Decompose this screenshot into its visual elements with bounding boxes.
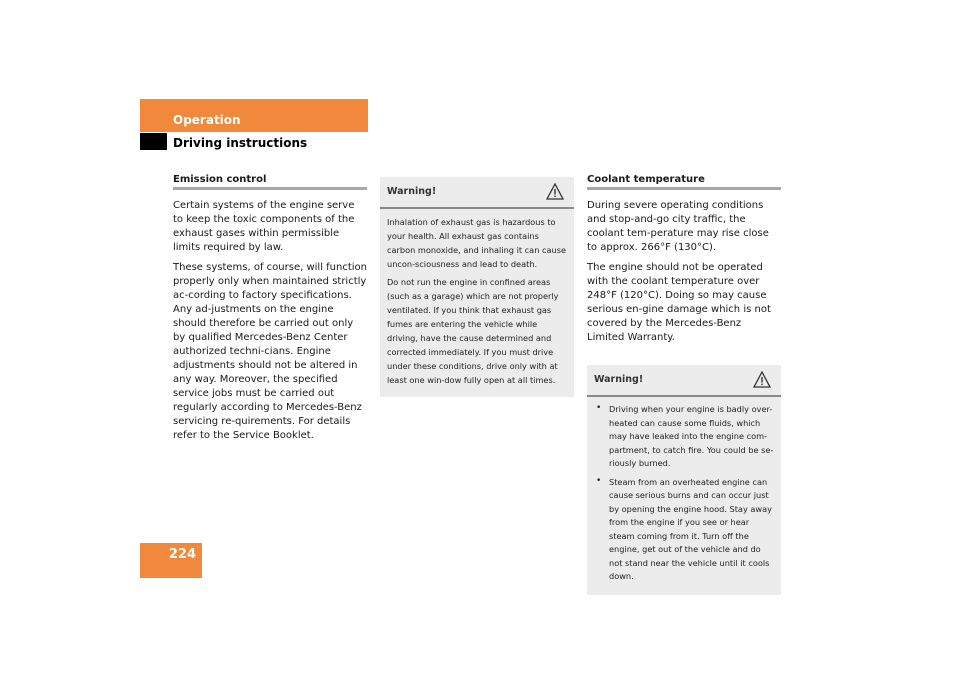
warning-body	[587, 397, 781, 595]
list-item-text: Steam from an overheated engine can cause serious burns and can occur just by opening the engine hood. Stay away from the engine if you see or hear steam coming from it. Turn off the engine, get out of the vehicle and do not stand near the vehicle until it cools down.	[609, 476, 772, 581]
list-item	[594, 476, 774, 584]
emission-control-heading: Emission control	[173, 174, 367, 190]
coolant-heading: Coolant temperature	[587, 174, 781, 190]
coolant-paragraph-1: During severe operating conditions and stop-and-go city traffic, the coolant tem-perature may rise close to approx. 266°F (130°C).	[587, 200, 769, 253]
warning-paragraph-1: Inhalation of exhaust gas is hazardous to your health. All exhaust gas contains carbon monoxide, and inhaling it can cause uncon-sciousness and lead to death.	[387, 217, 566, 269]
header-marker	[140, 133, 167, 150]
warning-paragraph-2: Do not run the engine in confined areas (such as a garage) which are not properly ventilated. If you think that exhaust gas fumes are entering the vehicle while driving, have the cause determined and corrected immediately. If you must drive under these conditions, drive only with at least one win-dow fully open at all times.	[387, 277, 559, 385]
bullet-icon: •	[596, 475, 602, 486]
coolant-paragraph-2: The engine should not be operated with the coolant temperature over 248°F (120°C). Doing so may cause serious en-gine damage which is not covered by the Mercedes-Benz Limited Warranty.	[587, 262, 771, 343]
emission-control-section	[173, 174, 367, 449]
warning-header	[380, 177, 574, 209]
warning-title: Warning!	[594, 374, 644, 385]
bullet-icon: •	[596, 403, 602, 413]
warning-title: Warning!	[387, 186, 437, 197]
exhaust-warning-box	[380, 177, 574, 397]
list-item-text: Driving when your engine is badly over-heated can cause some fluids, which may have leaked into the engine com-partment, to catch fire. You could be se-riously burned.	[609, 404, 774, 468]
emission-paragraph-1: Certain systems of the engine serve to keep the toxic components of the exhaust gases within permissible limits required by law.	[173, 200, 355, 253]
warning-body	[380, 209, 574, 397]
page-number-box	[140, 543, 202, 578]
warning-list	[594, 403, 774, 584]
warning-triangle-icon	[753, 371, 771, 388]
list-item	[594, 403, 774, 471]
page-number: 224	[168, 547, 196, 562]
section-title: Operation	[173, 113, 241, 127]
subsection-title: Driving instructions	[173, 136, 308, 150]
warning-header	[587, 365, 781, 397]
emission-paragraph-2: These systems, of course, will function properly only when maintained strictly ac-cording to factory specifications. Any ad-justments on the engine should therefore be carried out only by qualified Mercedes-Benz Center authorized techni-cians. Engine adjustments should not be altered in any way. Moreover, the specified service jobs must be carried out regularly according to Mercedes-Benz servicing re-quirements. For details refer to the Service Booklet.	[173, 262, 368, 441]
overheat-warning-box	[587, 365, 781, 595]
coolant-temperature-section	[587, 174, 781, 595]
warning-triangle-icon	[546, 183, 564, 200]
